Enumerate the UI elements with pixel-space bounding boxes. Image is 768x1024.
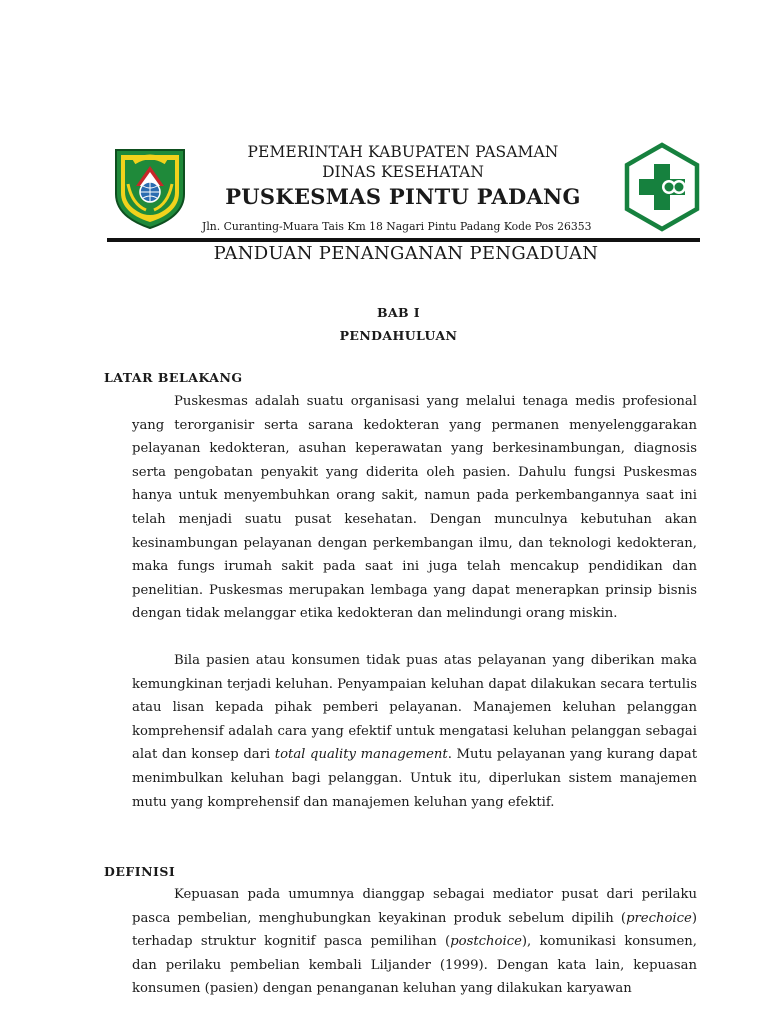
paragraph-text: . Mutu pelayanan yang kurang dapat menimbulkan keluhan bagi pelanggan. Untuk itu, diperlukan sistem manajemen mutu yang komprehensif dan manajemen keluhan yang efektif. (132, 747, 698, 810)
chapter-number: BAB I (376, 305, 421, 320)
puskesmas-cross-logo-icon (624, 142, 700, 232)
paragraph-definisi-1 (132, 883, 697, 1001)
chapter-title: PENDAHULUAN (339, 328, 458, 343)
department-name: DINAS KESEHATAN (322, 163, 484, 181)
letterhead (0, 0, 768, 250)
paragraph-text: ), komunikasi konsumen, dan perilaku pembelian kembali Liljander (1999). Dengan kata lain, kepuasan konsumen (pasien) dengan penanganan keluhan yang dilakukan karyawan (132, 934, 697, 997)
institution-name: PUSKESMAS PINTU PADANG (225, 184, 581, 209)
paragraph-text: Bila pasien atau konsumen tidak puas atas pelayanan yang diberikan maka kemungkinan terjadi keluhan. Penyampaian keluhan dapat dilakukan secara tertulis atau lisan kepada pihak pemberi pelayanan. Manajemen keluhan pelanggan komprehensif adalah cara yang efektif untuk mengatasi keluhan pelanggan sebagai alat dan konsep dari (132, 653, 697, 763)
paragraph-text: ) terhadap struktur kognitif pasca pemilihan ( (132, 910, 697, 950)
paragraph-latar-belakang-2 (132, 649, 697, 814)
letterhead-text (198, 142, 608, 212)
italic-term: total quality management (274, 747, 448, 763)
paragraph-latar-belakang-1 (132, 390, 697, 626)
italic-term: postchoice (450, 934, 522, 950)
section-heading-definisi: DEFINISI (104, 864, 176, 879)
paragraph-text: Puskesmas adalah suatu organisasi yang melalui tenaga medis profesional yang terorganisir serta sarana kedokteran yang permanen menyelenggarakan pelayanan kedokteran, asuhan keperawatan yang berkesinambungan, diagnosis serta pengobatan penyakit yang diderita oleh pasien. Dahulu fungsi Puskesmas hanya untuk menyembuhkan orang sakit, namun pada perkembangannya saat ini telah menjadi suatu pusat kesehatan. Dengan munculnya kebutuhan akan kesinambungan pelayanan dengan perkembangan ilmu, dan teknologi kedokteran, maka fungs irumah sakit pada saat ini juga telah mencakup pendidikan dan penelitian. Puskesmas merupakan lembaga yang dapat menerapkan prinsip bisnis dengan tidak melanggar etika kedokteran dan melindungi orang miskin. (132, 394, 697, 622)
pasaman-regency-crest-icon (112, 146, 188, 230)
institution-address: Jln. Curanting-Muara Tais Km 18 Nagari Pintu Padang Kode Pos 26353 (202, 220, 592, 233)
section-heading-latar-belakang: LATAR BELAKANG (104, 370, 243, 385)
paragraph-text: Kepuasan pada umumnya dianggap sebagai mediator pusat dari perilaku pasca pembelian, menghubungkan keyakinan produk sebelum dipilih ( (132, 887, 697, 926)
government-name: PEMERINTAH KABUPATEN PASAMAN (247, 143, 559, 161)
italic-term: prechoice (626, 910, 692, 926)
document-title: PANDUAN PENANGANAN PENGADUAN (213, 243, 599, 264)
